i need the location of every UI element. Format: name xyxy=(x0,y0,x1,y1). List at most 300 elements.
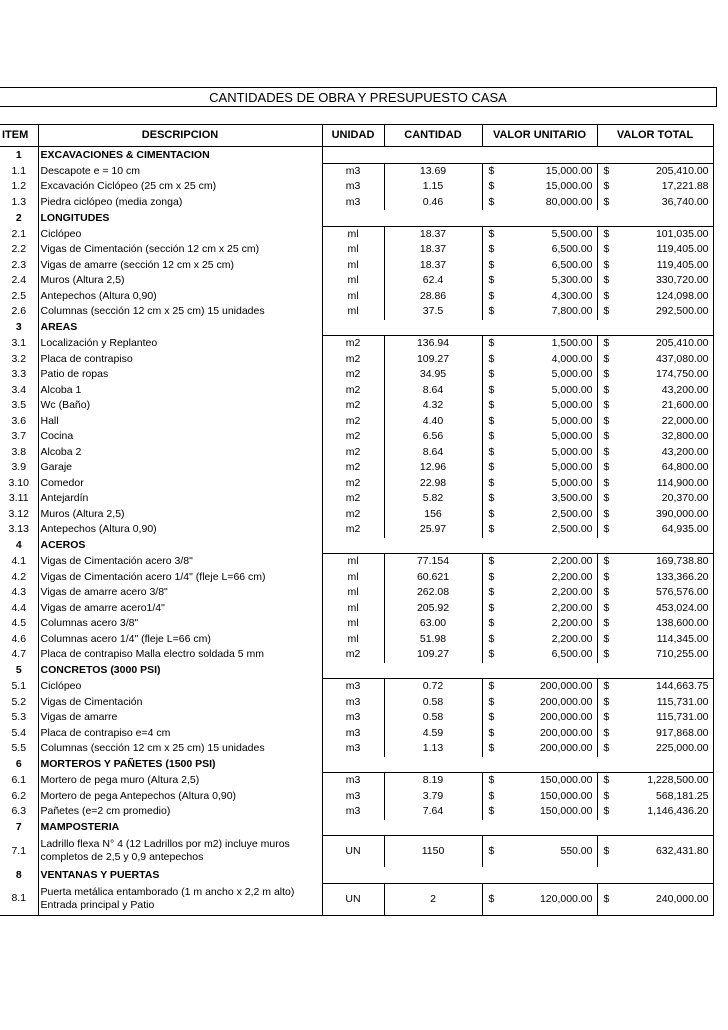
item-cell: 3.6 xyxy=(11,414,27,427)
total-cell: 568,181.25 xyxy=(613,789,713,805)
table-body xyxy=(0,147,713,916)
total-cell: 240,000.00 xyxy=(613,883,713,915)
description-cell: Wc (Baño) xyxy=(38,398,322,414)
item-cell: 2 xyxy=(15,211,22,224)
table-row xyxy=(0,258,713,274)
quantity-cell: 4.32 xyxy=(384,398,482,414)
unit-price-cell: 3,500.00 xyxy=(551,492,593,505)
unit-price-cell: 150,000.00 xyxy=(539,805,593,818)
description-cell: Columnas acero 3/8" xyxy=(38,616,322,632)
table-row xyxy=(0,336,713,352)
currency-cell: $ xyxy=(482,429,498,445)
currency-cell: $ xyxy=(482,570,498,586)
table-row xyxy=(0,491,713,507)
quantity-cell: 63.00 xyxy=(384,616,482,632)
description-cell: Placa de contrapiso Malla electro soldada 5 mm xyxy=(38,647,322,663)
table-row xyxy=(0,632,713,648)
quantity-cell: 18.37 xyxy=(384,258,482,274)
currency-cell: $ xyxy=(482,679,498,695)
item-cell: 4.5 xyxy=(11,617,27,630)
currency-cell: $ xyxy=(482,695,498,711)
quantity-cell: 13.69 xyxy=(384,163,482,179)
total-cell: 330,720.00 xyxy=(613,273,713,289)
item-cell: 4 xyxy=(15,539,22,551)
unit-cell: ml xyxy=(322,289,384,305)
total-cell: 292,500.00 xyxy=(613,304,713,320)
total-cell: 119,405.00 xyxy=(613,242,713,258)
section-row xyxy=(0,820,713,836)
currency-cell: $ xyxy=(482,195,498,211)
total-cell: 114,900.00 xyxy=(613,476,713,492)
item-cell: 3.2 xyxy=(11,352,27,365)
table-row xyxy=(0,522,713,538)
currency-cell: $ xyxy=(597,445,613,461)
total-cell: 1,228,500.00 xyxy=(613,773,713,789)
currency-cell: $ xyxy=(597,647,613,663)
unit-price-cell: 4,300.00 xyxy=(551,289,593,302)
unit-price-cell: 7,800.00 xyxy=(551,305,593,318)
currency-cell: $ xyxy=(482,507,498,523)
currency-cell: $ xyxy=(482,491,498,507)
quantity-cell: 62.4 xyxy=(384,273,482,289)
item-cell: 7 xyxy=(15,821,22,833)
item-cell: 4.7 xyxy=(11,648,27,661)
currency-cell: $ xyxy=(482,179,498,195)
currency-cell: $ xyxy=(482,445,498,461)
unit-price-cell: 5,000.00 xyxy=(551,445,593,458)
unit-price-cell: 2,200.00 xyxy=(551,632,593,645)
item-cell: 3.12 xyxy=(8,507,29,520)
table-row xyxy=(0,883,713,915)
section-title: MAMPOSTERIA xyxy=(38,820,322,836)
currency-cell: $ xyxy=(597,554,613,570)
section-title: AREAS xyxy=(38,320,322,336)
currency-cell: $ xyxy=(597,710,613,726)
item-cell: 4.4 xyxy=(11,601,27,614)
section-title: LONGITUDES xyxy=(38,210,322,226)
unit-price-cell: 2,200.00 xyxy=(551,555,593,568)
header-descripcion: DESCRIPCION xyxy=(38,125,322,147)
currency-cell: $ xyxy=(482,398,498,414)
currency-cell: $ xyxy=(597,273,613,289)
unit-cell: ml xyxy=(322,242,384,258)
quantity-cell: 51.98 xyxy=(384,632,482,648)
item-cell: 3.4 xyxy=(11,383,27,396)
empty-cell xyxy=(322,147,713,164)
table-row xyxy=(0,195,713,211)
description-cell: Vigas de amarre xyxy=(38,710,322,726)
currency-cell: $ xyxy=(597,476,613,492)
unit-price-cell: 15,000.00 xyxy=(545,164,593,177)
item-cell: 5.2 xyxy=(11,695,27,708)
unit-price-cell: 2,500.00 xyxy=(551,507,593,520)
item-cell: 3.7 xyxy=(11,430,27,443)
empty-cell xyxy=(322,210,713,226)
description-cell: Ladrillo flexa N° 4 (12 Ladrillos por m2) incluye muros completos de 2,5 y 0,9 antepechos xyxy=(38,836,322,868)
unit-price-cell: 80,000.00 xyxy=(545,195,593,208)
unit-price-cell: 6,500.00 xyxy=(551,243,593,256)
unit-cell: m3 xyxy=(322,789,384,805)
total-cell: 21,600.00 xyxy=(613,398,713,414)
table-row xyxy=(0,570,713,586)
unit-price-cell: 120,000.00 xyxy=(498,883,597,915)
item-cell: 3.10 xyxy=(8,476,29,489)
unit-cell: m2 xyxy=(322,491,384,507)
description-cell: Puerta metálica entamborado (1 m ancho x 2,2 m alto) Entrada principal y Patio xyxy=(38,883,322,915)
description-cell: Cocina xyxy=(38,429,322,445)
currency-cell: $ xyxy=(482,163,498,179)
quantity-cell: 262.08 xyxy=(384,585,482,601)
currency-cell: $ xyxy=(597,679,613,695)
quantity-cell: 1.13 xyxy=(384,741,482,757)
total-cell: 64,935.00 xyxy=(613,522,713,538)
currency-cell: $ xyxy=(482,414,498,430)
description-cell: Hall xyxy=(38,414,322,430)
total-cell: 36,740.00 xyxy=(613,195,713,211)
table-row xyxy=(0,367,713,383)
table-row xyxy=(0,741,713,757)
quantity-cell: 0.58 xyxy=(384,695,482,711)
currency-cell: $ xyxy=(597,258,613,274)
unit-price-cell: 1,500.00 xyxy=(551,337,593,350)
description-cell: Piedra ciclópeo (media zonga) xyxy=(38,195,322,211)
currency-cell: $ xyxy=(597,616,613,632)
unit-price-cell: 200,000.00 xyxy=(539,726,593,739)
unit-price-cell: 15,000.00 xyxy=(545,180,593,193)
table-row xyxy=(0,836,713,868)
quantity-cell: 8.64 xyxy=(384,383,482,399)
currency-cell: $ xyxy=(482,632,498,648)
table-row xyxy=(0,352,713,368)
description-cell: Ciclópeo xyxy=(38,226,322,242)
quantity-cell: 8.19 xyxy=(384,773,482,789)
quantity-cell: 5.82 xyxy=(384,491,482,507)
table-row xyxy=(0,179,713,195)
item-cell: 4.6 xyxy=(11,632,27,645)
currency-cell: $ xyxy=(597,304,613,320)
currency-cell: $ xyxy=(597,352,613,368)
unit-price-cell: 2,500.00 xyxy=(551,523,593,536)
unit-price-cell: 5,000.00 xyxy=(551,368,593,381)
currency-cell: $ xyxy=(597,336,613,352)
description-cell: Muros (Altura 2,5) xyxy=(38,507,322,523)
currency-cell: $ xyxy=(597,398,613,414)
currency-cell: $ xyxy=(597,836,613,868)
unit-price-cell: 2,200.00 xyxy=(551,570,593,583)
unit-cell: ml xyxy=(322,258,384,274)
table-row xyxy=(0,616,713,632)
description-cell: Vigas de Cimentación (sección 12 cm x 25 cm) xyxy=(38,242,322,258)
description-cell: Vigas de Cimentación acero 1/4" (fleje L=66 cm) xyxy=(38,570,322,586)
currency-cell: $ xyxy=(597,226,613,242)
total-cell: 124,098.00 xyxy=(613,289,713,305)
quantity-cell: 4.40 xyxy=(384,414,482,430)
unit-cell: ml xyxy=(322,273,384,289)
total-cell: 437,080.00 xyxy=(613,352,713,368)
item-cell: 2.3 xyxy=(11,258,27,271)
item-cell: 5.3 xyxy=(11,711,27,724)
header-valor-total: VALOR TOTAL xyxy=(597,125,713,147)
unit-price-cell: 6,500.00 xyxy=(551,258,593,271)
section-title: VENTANAS Y PUERTAS xyxy=(38,867,322,883)
currency-cell: $ xyxy=(482,726,498,742)
unit-price-cell: 200,000.00 xyxy=(539,742,593,755)
header-valor-unitario: VALOR UNITARIO xyxy=(482,125,597,147)
currency-cell: $ xyxy=(597,383,613,399)
unit-cell: m2 xyxy=(322,398,384,414)
unit-cell: m3 xyxy=(322,726,384,742)
unit-price-cell: 5,000.00 xyxy=(551,476,593,489)
item-cell: 4.3 xyxy=(11,586,27,599)
currency-cell: $ xyxy=(597,789,613,805)
total-cell: 43,200.00 xyxy=(613,383,713,399)
section-title: CONCRETOS (3000 PSI) xyxy=(38,663,322,679)
table-row xyxy=(0,226,713,242)
description-cell: Mortero de pega muro (Altura 2,5) xyxy=(38,773,322,789)
quantity-cell: 3.79 xyxy=(384,789,482,805)
description-cell: Comedor xyxy=(38,476,322,492)
empty-cell xyxy=(322,320,713,336)
quantity-cell: 60.621 xyxy=(384,570,482,586)
unit-cell: m3 xyxy=(322,695,384,711)
currency-cell: $ xyxy=(482,710,498,726)
currency-cell: $ xyxy=(482,836,498,868)
unit-cell: ml xyxy=(322,570,384,586)
currency-cell: $ xyxy=(597,367,613,383)
section-row xyxy=(0,210,713,226)
description-cell: Alcoba 1 xyxy=(38,383,322,399)
quantity-cell: 109.27 xyxy=(384,647,482,663)
description-cell: Ciclópeo xyxy=(38,679,322,695)
total-cell: 632,431.80 xyxy=(613,836,713,868)
empty-cell xyxy=(322,663,713,679)
total-cell: 138,600.00 xyxy=(613,616,713,632)
empty-cell xyxy=(322,538,713,554)
unit-cell: m2 xyxy=(322,383,384,399)
currency-cell: $ xyxy=(597,773,613,789)
section-title: MORTEROS Y PAÑETES (1500 PSI) xyxy=(38,757,322,773)
description-cell: Columnas acero 1/4" (fleje L=66 cm) xyxy=(38,632,322,648)
unit-price-cell: 2,200.00 xyxy=(551,586,593,599)
item-cell: 1.2 xyxy=(11,180,27,193)
quantity-cell: 18.37 xyxy=(384,226,482,242)
currency-cell: $ xyxy=(482,367,498,383)
currency-cell: $ xyxy=(482,647,498,663)
unit-cell: m2 xyxy=(322,507,384,523)
currency-cell: $ xyxy=(482,289,498,305)
section-row xyxy=(0,757,713,773)
item-cell: 6.2 xyxy=(11,789,27,802)
table-row xyxy=(0,695,713,711)
table-row xyxy=(0,476,713,492)
unit-price-cell: 2,200.00 xyxy=(551,617,593,630)
description-cell: Antepechos (Altura 0,90) xyxy=(38,522,322,538)
description-cell: Vigas de Cimentación acero 3/8" xyxy=(38,554,322,570)
currency-cell: $ xyxy=(482,522,498,538)
currency-cell: $ xyxy=(482,773,498,789)
total-cell: 22,000.00 xyxy=(613,414,713,430)
item-cell: 6 xyxy=(15,758,22,770)
quantity-cell: 25.97 xyxy=(384,522,482,538)
total-cell: 169,738.80 xyxy=(613,554,713,570)
section-row xyxy=(0,320,713,336)
table-row xyxy=(0,304,713,320)
item-cell: 3.11 xyxy=(8,492,29,505)
total-cell: 64,800.00 xyxy=(613,460,713,476)
unit-cell: m3 xyxy=(322,741,384,757)
item-cell: 6.1 xyxy=(11,774,27,786)
description-cell: Patio de ropas xyxy=(38,367,322,383)
item-cell: 8 xyxy=(15,868,22,881)
quantity-cell: 7.64 xyxy=(384,804,482,820)
unit-cell: m2 xyxy=(322,336,384,352)
item-cell: 3.5 xyxy=(11,399,27,412)
unit-cell: ml xyxy=(322,226,384,242)
currency-cell: $ xyxy=(597,429,613,445)
description-cell: Alcoba 2 xyxy=(38,445,322,461)
table-row xyxy=(0,726,713,742)
unit-cell: m2 xyxy=(322,522,384,538)
currency-cell: $ xyxy=(482,352,498,368)
item-cell: 5.1 xyxy=(11,680,27,692)
item-cell: 1 xyxy=(15,148,22,161)
table-row xyxy=(0,773,713,789)
unit-cell: m2 xyxy=(322,367,384,383)
quantity-cell: 77.154 xyxy=(384,554,482,570)
item-cell: 2.2 xyxy=(11,243,27,256)
table-row xyxy=(0,679,713,695)
description-cell: Placa de contrapiso xyxy=(38,352,322,368)
currency-cell: $ xyxy=(482,226,498,242)
unit-price-cell: 5,300.00 xyxy=(551,274,593,287)
currency-cell: $ xyxy=(597,632,613,648)
quantity-cell: 28.86 xyxy=(384,289,482,305)
item-cell: 8.1 xyxy=(0,883,38,915)
item-cell: 5 xyxy=(15,664,22,676)
budget-sheet xyxy=(0,87,717,916)
section-title: ACEROS xyxy=(38,538,322,554)
unit-cell: ml xyxy=(322,616,384,632)
unit-cell: m2 xyxy=(322,429,384,445)
unit-cell: m3 xyxy=(322,163,384,179)
unit-cell: m3 xyxy=(322,804,384,820)
description-cell: Mortero de pega Antepechos (Altura 0,90) xyxy=(38,789,322,805)
unit-cell: m2 xyxy=(322,476,384,492)
empty-cell xyxy=(322,820,713,836)
empty-cell xyxy=(322,867,713,883)
currency-cell: $ xyxy=(482,304,498,320)
table-row xyxy=(0,804,713,820)
unit-cell: m2 xyxy=(322,460,384,476)
quantity-cell: 136.94 xyxy=(384,336,482,352)
table-row xyxy=(0,585,713,601)
quantity-cell: 205.92 xyxy=(384,601,482,617)
unit-price-cell: 5,000.00 xyxy=(551,461,593,474)
currency-cell: $ xyxy=(597,163,613,179)
table-row xyxy=(0,289,713,305)
total-cell: 119,405.00 xyxy=(613,258,713,274)
unit-cell: m2 xyxy=(322,414,384,430)
table-row xyxy=(0,242,713,258)
currency-cell: $ xyxy=(597,289,613,305)
unit-cell: m3 xyxy=(322,195,384,211)
currency-cell: $ xyxy=(482,585,498,601)
section-row xyxy=(0,538,713,554)
table-row xyxy=(0,554,713,570)
currency-cell: $ xyxy=(482,741,498,757)
table-row xyxy=(0,710,713,726)
table-row xyxy=(0,398,713,414)
unit-cell: ml xyxy=(322,304,384,320)
currency-cell: $ xyxy=(482,601,498,617)
item-cell: 2.4 xyxy=(11,274,27,287)
currency-cell: $ xyxy=(482,883,498,915)
quantity-cell: 1.15 xyxy=(384,179,482,195)
currency-cell: $ xyxy=(597,522,613,538)
currency-cell: $ xyxy=(482,616,498,632)
currency-cell: $ xyxy=(482,460,498,476)
description-cell: Columnas (sección 12 cm x 25 cm) 15 unidades xyxy=(38,741,322,757)
quantity-cell: 0.46 xyxy=(384,195,482,211)
currency-cell: $ xyxy=(597,695,613,711)
quantity-cell: 1150 xyxy=(384,836,482,868)
table-header-row xyxy=(0,125,713,147)
currency-cell: $ xyxy=(597,741,613,757)
item-cell: 7.1 xyxy=(11,844,27,857)
table-row xyxy=(0,163,713,179)
unit-price-cell: 2,200.00 xyxy=(551,601,593,614)
total-cell: 144,663.75 xyxy=(613,679,713,695)
unit-price-cell: 200,000.00 xyxy=(539,680,593,693)
total-cell: 43,200.00 xyxy=(613,445,713,461)
unit-cell: ml xyxy=(322,585,384,601)
unit-cell: m2 xyxy=(322,647,384,663)
item-cell: 2.1 xyxy=(11,227,27,240)
total-cell: 917,868.00 xyxy=(613,726,713,742)
currency-cell: $ xyxy=(597,570,613,586)
unit-price-cell: 6,500.00 xyxy=(551,648,593,661)
description-cell: Vigas de amarre acero 3/8" xyxy=(38,585,322,601)
unit-price-cell: 5,000.00 xyxy=(551,399,593,412)
currency-cell: $ xyxy=(482,336,498,352)
currency-cell: $ xyxy=(482,789,498,805)
description-cell: Vigas de Cimentación xyxy=(38,695,322,711)
currency-cell: $ xyxy=(482,242,498,258)
table-row xyxy=(0,414,713,430)
total-cell: 101,035.00 xyxy=(613,226,713,242)
quantity-cell: 6.56 xyxy=(384,429,482,445)
currency-cell: $ xyxy=(597,726,613,742)
quantity-cell: 2 xyxy=(384,883,482,915)
item-cell: 3.8 xyxy=(11,445,27,458)
unit-price-cell: 150,000.00 xyxy=(539,789,593,802)
unit-cell: m3 xyxy=(322,710,384,726)
currency-cell: $ xyxy=(597,195,613,211)
description-cell: Excavación Ciclópeo (25 cm x 25 cm) xyxy=(38,179,322,195)
unit-cell: ml xyxy=(322,601,384,617)
currency-cell: $ xyxy=(482,273,498,289)
unit-price-cell: 5,000.00 xyxy=(551,430,593,443)
total-cell: 114,345.00 xyxy=(613,632,713,648)
section-row xyxy=(0,663,713,679)
currency-cell: $ xyxy=(482,804,498,820)
table-row xyxy=(0,789,713,805)
currency-cell: $ xyxy=(597,491,613,507)
item-cell: 4.2 xyxy=(11,570,27,583)
item-cell: 3.13 xyxy=(8,523,29,536)
unit-price-cell: 5,000.00 xyxy=(551,414,593,427)
currency-cell: $ xyxy=(597,601,613,617)
